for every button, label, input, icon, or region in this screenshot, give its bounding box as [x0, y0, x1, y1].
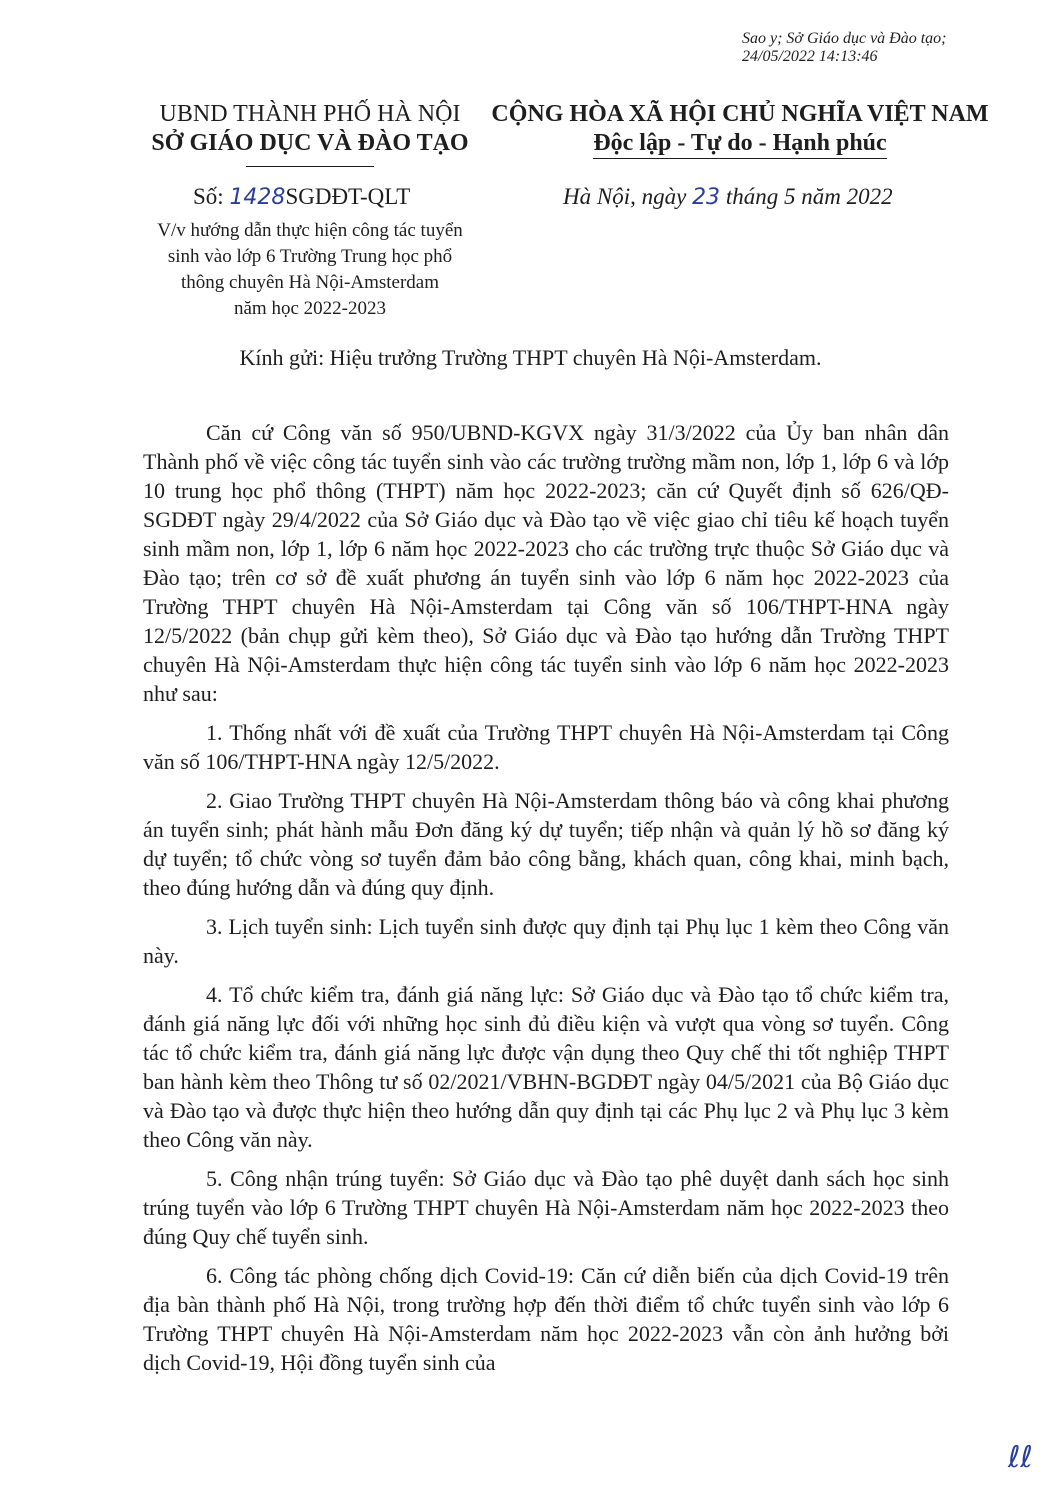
- paragraph-item-6: 6. Công tác phòng chống dịch Covid-19: Căn cứ diễn biến của dịch Covid-19 trên địa bàn thành phố Hà Nội, trong trường hợp đến thời điểm tổ chức tuyển sinh vào lớp 6 Trường THPT chuyên Hà Nội-Amsterdam năm học 2022-2023 vẫn còn ảnh hưởng bởi dịch Covid-19, Hội đồng tuyển sinh của: [143, 1263, 949, 1375]
- national-motto: Độc lập - Tự do - Hạnh phúc: [593, 129, 886, 159]
- stamp-line-2: 24/05/2022 14:13:46: [742, 48, 878, 65]
- paragraph-item-3: 3. Lịch tuyển sinh: Lịch tuyển sinh được quy định tại Phụ lục 1 kèm theo Công văn này.: [143, 914, 949, 968]
- document-number: [193, 184, 410, 210]
- org-parent: UBND THÀNH PHỐ HÀ NỘI: [159, 101, 461, 127]
- paragraph-item-4: 4. Tổ chức kiểm tra, đánh giá năng lực: Sở Giáo dục và Đào tạo tổ chức kiểm tra, đánh giá năng lực đối với những học sinh đủ điều kiện và vượt qua vòng sơ tuyển. Công tác tổ chức kiểm tra, đánh giá năng lực được vận dụng theo Quy chế thi tốt nghiệp THPT ban hành kèm theo Thông tư số 02/2021/VBHN-BGDĐT ngày 04/5/2021 của Bộ Giáo dục và Đào tạo và được thực hiện theo hướng dẫn quy định tại các Phụ lục 2 và Phụ lục 3 kèm theo Công văn này.: [143, 982, 949, 1152]
- national-name: CỘNG HÒA XÃ HỘI CHỦ NGHĨA VIỆT NAM: [491, 101, 989, 127]
- date-suffix: tháng 5 năm 2022: [720, 184, 893, 209]
- subject-line-4: năm học 2022-2023: [234, 298, 386, 319]
- org-name: SỞ GIÁO DỤC VÀ ĐÀO TẠO: [151, 130, 469, 156]
- doc-number-suffix: SGDĐT-QLT: [285, 184, 411, 209]
- subject-line-1: V/v hướng dẫn thực hiện công tác tuyển: [157, 220, 463, 241]
- national-title: [490, 100, 990, 159]
- paragraph-item-5: 5. Công nhận trúng tuyển: Sở Giáo dục và Đào tạo phê duyệt danh sách học sinh trúng tuyển vào lớp 6 Trường THPT chuyên Hà Nội-Amsterdam năm học 2022-2023 theo đúng Quy chế tuyển sinh.: [143, 1166, 949, 1249]
- subject-line-3: thông chuyên Hà Nội-Amsterdam: [180, 272, 440, 293]
- copy-stamp: [742, 30, 947, 66]
- document-date: [563, 184, 893, 210]
- date-prefix: Hà Nội, ngày: [563, 184, 693, 209]
- org-underline: [246, 166, 374, 167]
- paragraph-item-2: 2. Giao Trường THPT chuyên Hà Nội-Amsterdam thông báo và công khai phương án tuyển sinh; phát hành mẫu Đơn đăng ký dự tuyển; tiếp nhận và quản lý hồ sơ đăng ký dự tuyển; tổ chức vòng sơ tuyển đảm bảo công bằng, khách quan, công khai, minh bạch, theo đúng hướng dẫn và đúng quy định.: [143, 788, 949, 900]
- paragraph-item-1: 1. Thống nhất với đề xuất của Trường THPT chuyên Hà Nội-Amsterdam tại Công văn số 106/THPT-HNA ngày 12/5/2022.: [143, 720, 949, 774]
- subject-block: [130, 218, 490, 322]
- date-day-handwritten: 23: [692, 185, 721, 210]
- stamp-line-1: Sao y; Sở Giáo dục và Đào tạo;: [742, 30, 947, 47]
- issuing-organization: [130, 100, 490, 158]
- greeting: Kính gửi: Hiệu trưởng Trường THPT chuyên Hà Nội-Amsterdam.: [239, 345, 822, 370]
- document-body: [143, 418, 949, 1387]
- handwritten-initial: ℓℓ: [1008, 1440, 1033, 1475]
- paragraph-intro: Căn cứ Công văn số 950/UBND-KGVX ngày 31/3/2022 của Ủy ban nhân dân Thành phố về việc công tác tuyển sinh vào các trường trường mầm non, lớp 1, lớp 6 và lớp 10 trung học phổ thông (THPT) năm học 2022-2023; căn cứ Quyết định số 626/QĐ-SGDĐT ngày 29/4/2022 của Sở Giáo dục và Đào tạo về việc giao chỉ tiêu kế hoạch tuyển sinh mầm non, lớp 1, lớp 6 năm học 2022-2023 cho các trường trực thuộc Sở Giáo dục và Đào tạo; trên cơ sở đề xuất phương án tuyển sinh vào lớp 6 năm học 2022-2023 của Trường THPT chuyên Hà Nội-Amsterdam tại Công văn số 106/THPT-HNA ngày 12/5/2022 (bản chụp gửi kèm theo), Sở Giáo dục và Đào tạo hướng dẫn Trường THPT chuyên Hà Nội-Amsterdam thực hiện công tác tuyển sinh vào lớp 6 năm học 2022-2023 như sau:: [143, 420, 949, 706]
- doc-number-handwritten: 1428: [229, 185, 286, 210]
- doc-number-prefix: Số:: [193, 184, 230, 209]
- subject-line-2: sinh vào lớp 6 Trường Trung học phổ: [167, 246, 453, 267]
